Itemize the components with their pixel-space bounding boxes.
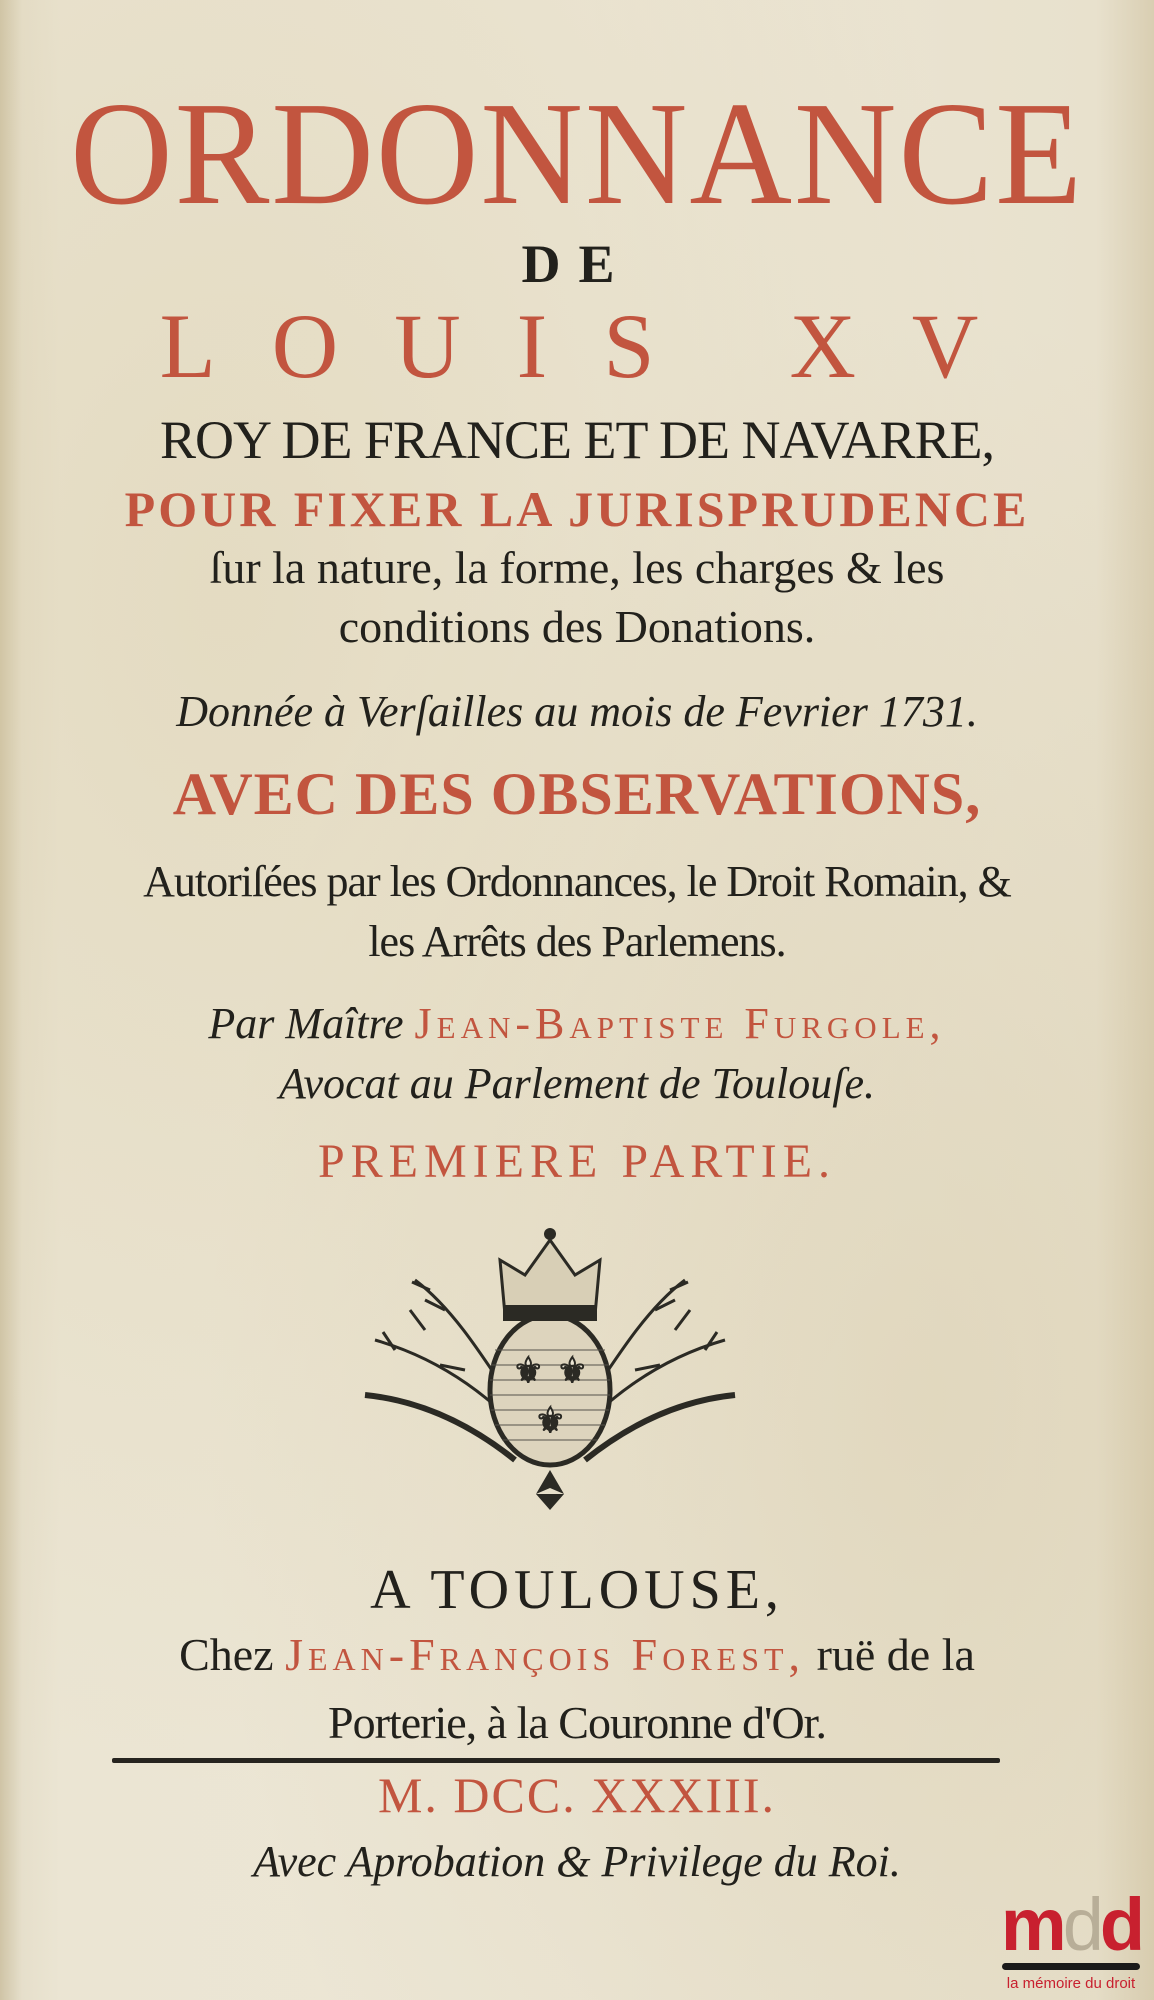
author-role: Avocat au Parlement de Toulouſe. [279, 1059, 875, 1108]
logo-mark [996, 1883, 1146, 1967]
approbation: Avec Aprobation & Privilege du Roi. [253, 1837, 901, 1886]
publication-year: M. DCC. XXXIII. [377, 1767, 777, 1823]
royal-title: ROY DE FRANCE ET DE NAVARRE, [159, 410, 995, 470]
royal-coat-of-arms-icon [355, 1220, 745, 1520]
imprint-address: Porterie, à la Couronne d'Or. [328, 1697, 826, 1748]
subject-line-1: ſur la nature, la forme, les charges & les [209, 542, 945, 593]
mdd-logo [996, 1883, 1146, 1992]
svg-text:⚜: ⚜ [557, 1351, 588, 1391]
subject-line-2: conditions des Donations. [338, 601, 816, 652]
printer-prefix: Chez [179, 1629, 274, 1680]
title: ORDONNANCE [70, 72, 1084, 236]
address-suffix: ruë de la [816, 1629, 975, 1680]
logo-letter-d-outline: d [1062, 1883, 1100, 1967]
logo-letter-m: m [1000, 1883, 1063, 1967]
logo-tagline: la mémoire du droit [1006, 1975, 1136, 1992]
authorities-line-2: les Arrêts des Parlemens. [368, 917, 786, 966]
printer-name: Jean-François Forest, [285, 1629, 806, 1680]
imprint-place: A TOULOUSE, [370, 1559, 784, 1621]
logo-letter-d: d [1099, 1883, 1142, 1967]
king-name: LOUIS XV [159, 295, 1035, 397]
observations-heading: AVEC DES OBSERVATIONS, [172, 761, 982, 827]
imprint-printer [0, 1629, 1154, 1680]
author-line [0, 999, 1154, 1048]
svg-text:⚜: ⚜ [513, 1351, 544, 1391]
purpose-heading: POUR FIXER LA JURISPRUDENCE [124, 481, 1030, 537]
horizontal-rule [112, 1758, 1000, 1763]
svg-text:⚜: ⚜ [535, 1401, 566, 1441]
authorities-line-1: Autoriſées par les Ordonnances, le Droit Romain, & [143, 857, 1011, 906]
part-label: PREMIERE PARTIE. [317, 1135, 837, 1188]
given-date: Donnée à Verſailles au mois de Fevrier 1731. [176, 687, 978, 736]
author-name: Jean-Baptiste Furgole, [414, 999, 946, 1048]
author-prefix: Par Maître [208, 999, 404, 1048]
title-de: DE [521, 234, 633, 294]
